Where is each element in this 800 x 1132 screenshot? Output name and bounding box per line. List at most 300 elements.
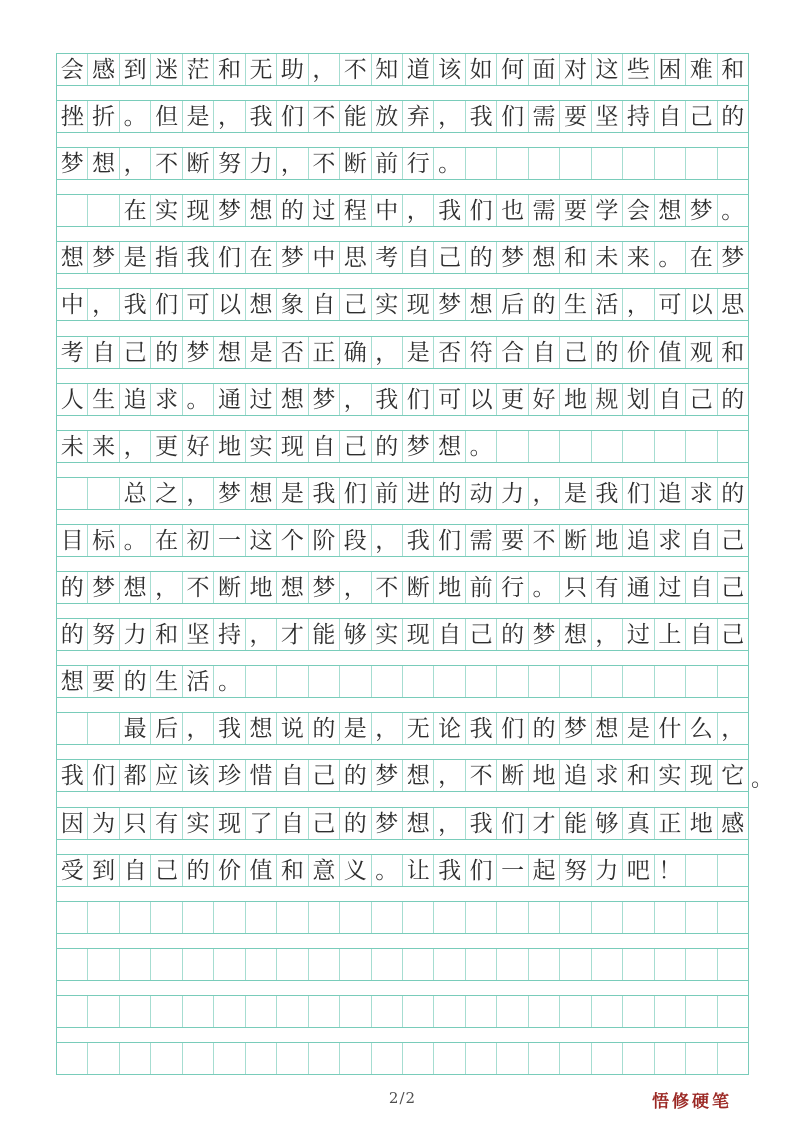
char-cell [57,713,88,744]
char-cell: 地 [214,431,245,462]
char-cell: 断 [214,572,245,603]
char-cell [686,855,717,886]
char-cell: 自 [686,525,717,556]
char-cell: 我 [466,101,497,132]
grid-row [57,759,748,792]
char-cell: 生 [88,384,119,415]
char-cell: 和 [151,619,182,650]
char-cell: 符 [466,337,497,368]
char-cell: 自 [88,337,119,368]
char-cell: 要 [560,101,591,132]
grid-row [57,524,748,557]
char-cell: 实 [372,619,403,650]
char-cell [183,1043,214,1074]
char-cell [372,949,403,980]
char-cell: 自 [655,101,686,132]
char-cell [309,666,340,697]
char-cell: 现 [403,619,434,650]
char-cell: 我 [120,289,151,320]
char-cell [592,902,623,933]
char-cell: 初 [183,525,214,556]
char-cell [88,713,119,744]
char-cell: 人 [57,384,88,415]
grid-row [57,383,748,416]
char-cell: 要 [88,666,119,697]
grid-row [57,948,748,981]
char-cell [183,996,214,1027]
char-cell [466,1043,497,1074]
char-cell: 持 [214,619,245,650]
char-cell: ， [88,289,119,320]
char-cell: 划 [623,384,654,415]
char-cell: 合 [497,337,528,368]
char-cell: 梦 [277,242,308,273]
char-cell: 梦 [529,619,560,650]
char-cell [497,666,528,697]
char-cell: 。 [120,525,151,556]
char-cell: 应 [151,760,182,791]
char-cell: ！ [655,855,686,886]
char-cell: 到 [88,855,119,886]
char-cell: 我 [214,713,245,744]
char-cell: 无 [246,54,277,85]
char-cell: 的 [57,572,88,603]
char-cell: 梦 [497,242,528,273]
char-cell [592,148,623,179]
char-cell: 力 [246,148,277,179]
grid-row [57,241,748,274]
char-cell [623,902,654,933]
char-cell: 个 [277,525,308,556]
char-cell: 最 [120,713,151,744]
char-cell: 能 [560,808,591,839]
char-cell: 以 [214,289,245,320]
grid-row [57,571,748,604]
char-cell [466,148,497,179]
char-cell: 不 [309,101,340,132]
char-cell: 己 [340,431,371,462]
char-cell: 真 [623,808,654,839]
char-cell: 现 [277,431,308,462]
char-cell: 好 [529,384,560,415]
char-cell: 也 [497,195,528,226]
char-cell: 们 [151,289,182,320]
char-cell [592,431,623,462]
grid-row [57,665,748,698]
char-cell: 的 [340,808,371,839]
char-cell: 它 [721,763,745,789]
char-cell: 想 [246,478,277,509]
char-cell: 如 [466,54,497,85]
char-cell: 茫 [183,54,214,85]
char-cell [655,1043,686,1074]
char-cell: 梦 [214,478,245,509]
char-cell [246,902,277,933]
char-cell: 后 [151,713,182,744]
char-cell: 自 [434,619,465,650]
char-cell: ， [434,808,465,839]
char-cell [466,666,497,697]
char-cell: 的 [57,619,88,650]
char-cell: ， [309,54,340,85]
char-cell [686,996,717,1027]
char-cell: 的 [592,337,623,368]
char-cell [120,996,151,1027]
char-cell: 想 [120,572,151,603]
char-cell: 学 [592,195,623,226]
char-cell: 梦 [403,431,434,462]
char-cell: 该 [434,54,465,85]
char-cell: 己 [434,242,465,273]
char-cell: 否 [434,337,465,368]
char-cell: 论 [434,713,465,744]
char-cell: 么 [686,713,717,744]
char-cell [592,1043,623,1074]
char-cell: 过 [655,572,686,603]
char-cell [560,949,591,980]
char-cell: 己 [721,622,745,648]
char-cell: ， [623,289,654,320]
char-cell [57,478,88,509]
char-cell: 会 [623,195,654,226]
char-cell: 观 [686,337,717,368]
char-cell: 想 [529,242,560,273]
char-cell [466,902,497,933]
char-cell: 。 [655,242,686,273]
grid-row [57,712,748,745]
char-cell: 的 [120,666,151,697]
grid-row [57,477,748,510]
char-cell: 坚 [592,101,623,132]
char-cell [120,1043,151,1074]
char-cell: 通 [623,572,654,603]
char-cell: 困 [655,54,686,85]
char-cell: 前 [372,478,403,509]
char-cell: 珍 [214,760,245,791]
char-cell [655,431,686,462]
char-cell: 这 [592,54,623,85]
char-cell: 受 [57,855,88,886]
char-cell: 想 [560,619,591,650]
char-cell: 己 [340,289,371,320]
char-cell: 不 [340,54,371,85]
char-cell: 不 [466,760,497,791]
char-cell: 考 [57,337,88,368]
char-cell: 中 [309,242,340,273]
char-cell [560,996,591,1027]
char-cell [403,666,434,697]
char-cell: 难 [686,54,717,85]
char-cell [592,996,623,1027]
char-cell [277,996,308,1027]
char-cell [183,949,214,980]
char-cell: 道 [403,54,434,85]
char-cell: 实 [372,289,403,320]
char-cell: ， [529,478,560,509]
char-cell [151,949,182,980]
char-cell: 想 [246,289,277,320]
char-cell: 们 [466,855,497,886]
char-cell: 地 [592,525,623,556]
char-cell [655,996,686,1027]
char-cell: 不 [151,148,182,179]
char-cell: 不 [372,572,403,603]
char-cell: ， [721,716,745,742]
char-cell: 需 [529,195,560,226]
char-cell [497,148,528,179]
char-cell: 了 [246,808,277,839]
char-cell: ， [372,525,403,556]
char-cell: 要 [560,195,591,226]
char-cell: 迷 [151,54,182,85]
char-cell: 的 [721,386,745,412]
char-cell: ， [340,384,371,415]
char-cell: 的 [372,431,403,462]
char-cell [529,949,560,980]
char-cell: 们 [497,808,528,839]
char-cell: 挫 [57,101,88,132]
char-cell: 自 [529,337,560,368]
char-cell: 我 [309,478,340,509]
char-cell [88,996,119,1027]
char-cell: 需 [466,525,497,556]
char-cell [623,431,654,462]
char-cell [718,666,748,697]
char-cell [277,666,308,697]
char-cell: 们 [403,384,434,415]
char-cell [372,902,403,933]
char-cell: 否 [277,337,308,368]
char-cell [655,148,686,179]
char-cell: 现 [686,760,717,791]
char-cell: ， [183,713,214,744]
char-cell: 折 [88,101,119,132]
char-cell: 的 [434,478,465,509]
manuscript-grid [56,53,749,1075]
char-cell [623,949,654,980]
grid-row [57,901,748,934]
char-cell: 求 [655,525,686,556]
char-cell [623,148,654,179]
grid-row [57,100,748,133]
char-cell: 己 [686,101,717,132]
char-cell: 以 [466,384,497,415]
char-cell: 想 [403,808,434,839]
char-cell: 们 [340,478,371,509]
char-cell: 梦 [309,572,340,603]
char-cell: 梦 [309,384,340,415]
char-cell [277,949,308,980]
char-cell: 。 [214,666,245,697]
char-cell: 想 [403,760,434,791]
char-cell [718,148,748,179]
char-cell [466,949,497,980]
char-cell: 只 [120,808,151,839]
char-cell: 梦 [372,760,403,791]
char-cell: 无 [403,713,434,744]
char-cell: 自 [309,431,340,462]
char-cell: ， [372,337,403,368]
char-cell: 中 [372,195,403,226]
char-cell: 通 [214,384,245,415]
char-cell [655,949,686,980]
char-cell: 考 [372,242,403,273]
char-cell: 断 [183,148,214,179]
char-cell [560,902,591,933]
char-cell [655,666,686,697]
char-cell [340,996,371,1027]
char-cell: 追 [120,384,151,415]
char-cell: 过 [309,195,340,226]
char-cell [277,1043,308,1074]
char-cell [277,902,308,933]
char-cell: 程 [340,195,371,226]
char-cell: 思 [340,242,371,273]
char-cell: 地 [529,760,560,791]
grid-row [57,336,748,369]
char-cell [57,902,88,933]
char-cell: 为 [88,808,119,839]
char-cell: 都 [120,760,151,791]
char-cell: 梦 [372,808,403,839]
char-cell: ， [434,101,465,132]
char-cell: 己 [151,855,182,886]
char-cell [246,666,277,697]
char-cell: 是 [403,337,434,368]
char-cell: 己 [686,384,717,415]
char-cell: 现 [183,195,214,226]
char-cell: 更 [497,384,528,415]
char-cell [88,1043,119,1074]
char-cell: 和 [721,339,745,365]
char-cell [120,949,151,980]
char-cell: 我 [434,855,465,886]
char-cell: 思 [721,292,745,318]
char-cell [340,1043,371,1074]
char-cell: 想 [57,242,88,273]
char-cell [529,902,560,933]
char-cell: ， [592,619,623,650]
char-cell: 的 [721,480,745,506]
char-cell: 行 [403,148,434,179]
char-cell: 面 [529,54,560,85]
char-cell: ， [372,713,403,744]
char-cell: 梦 [721,245,745,271]
char-cell [309,996,340,1027]
char-cell: 。 [183,384,214,415]
char-cell: 我 [592,478,623,509]
char-cell: 断 [340,148,371,179]
char-cell: 有 [151,808,182,839]
char-cell: 在 [120,195,151,226]
char-cell: 象 [277,289,308,320]
char-cell: 助 [277,54,308,85]
char-cell: 感 [721,810,745,836]
char-cell: 一 [214,525,245,556]
char-cell: 和 [721,57,745,82]
char-cell: 追 [623,525,654,556]
char-cell: 我 [466,808,497,839]
char-cell: 想 [277,572,308,603]
char-cell: 标 [88,525,119,556]
char-cell: 梦 [214,195,245,226]
char-cell: ， [403,195,434,226]
char-cell: 己 [721,575,745,601]
char-cell [340,949,371,980]
char-cell: 起 [529,855,560,886]
char-cell: 来 [623,242,654,273]
char-cell [560,666,591,697]
char-cell [686,431,717,462]
char-cell: 实 [151,195,182,226]
char-cell: 过 [246,384,277,415]
char-cell [88,478,119,509]
char-cell: 想 [277,384,308,415]
char-cell: 力 [120,619,151,650]
char-cell: ， [434,760,465,791]
char-cell: 。 [466,431,497,462]
char-cell [309,1043,340,1074]
char-cell [183,902,214,933]
char-cell: 好 [183,431,214,462]
char-cell: 在 [246,242,277,273]
char-cell: 是 [120,242,151,273]
char-cell: 梦 [88,242,119,273]
char-cell: 未 [57,431,88,462]
char-cell: 来 [88,431,119,462]
char-cell [214,1043,245,1074]
char-cell: 在 [686,242,717,273]
char-cell [686,902,717,933]
char-cell [497,431,528,462]
char-cell: 己 [309,760,340,791]
char-cell [120,902,151,933]
char-cell: ， [340,572,371,603]
char-cell [434,949,465,980]
char-cell [151,996,182,1027]
char-cell [497,902,528,933]
char-cell [497,996,528,1027]
char-cell [686,148,717,179]
char-cell [57,996,88,1027]
char-cell [57,195,88,226]
char-cell: 段 [340,525,371,556]
char-cell [560,431,591,462]
char-cell: 己 [721,527,745,553]
char-cell: 想 [246,195,277,226]
char-cell [403,1043,434,1074]
char-cell [686,949,717,980]
char-cell: 自 [309,289,340,320]
char-cell [718,996,748,1027]
grid-row [57,854,748,887]
char-cell: 但 [151,101,182,132]
char-cell: 在 [151,525,182,556]
char-cell: 更 [151,431,182,462]
char-cell: 何 [497,54,528,85]
char-cell: 。 [372,855,403,886]
char-cell: 我 [434,195,465,226]
char-cell [718,855,748,886]
char-cell [560,1043,591,1074]
char-cell [623,1043,654,1074]
char-cell: 己 [560,337,591,368]
char-cell [497,1043,528,1074]
char-cell: 坚 [183,619,214,650]
char-cell: 自 [277,760,308,791]
char-cell: 和 [623,760,654,791]
char-cell: ， [120,148,151,179]
